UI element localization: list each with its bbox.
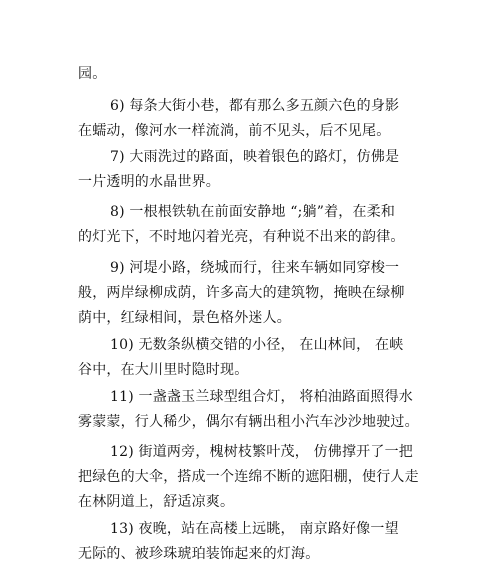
- text-line: 的灯光下，不时地闪着光亮，有种说不出来的韵律。: [78, 229, 405, 245]
- text-line: 11) 一盏盏玉兰球型组合灯， 将柏油路面照得水: [110, 389, 413, 405]
- text-line: 在林阴道上，舒适凉爽。: [78, 494, 235, 510]
- paragraph-10: [78, 333, 423, 383]
- text-line: 在蠕动，像河水一样流淌，前不见头，后不见尾。: [78, 123, 391, 139]
- text-line: 把绿色的大伞，搭成一个连绵不断的遮阳棚，使行人走: [78, 469, 419, 485]
- text-line: 12) 街道两旁，槐树枝繁叶茂， 仿佛撑开了一把: [110, 444, 413, 460]
- text-line: 10) 无数条纵横交错的小径， 在山林间， 在峡: [110, 337, 404, 353]
- text-line: 谷中，在大川里时隐时现。: [78, 362, 249, 378]
- paragraph-7: [78, 145, 423, 195]
- text-line: 6) 每条大街小巷，都有那么多五颜六色的身影: [110, 98, 400, 114]
- paragraph-5-tail: [78, 62, 423, 87]
- text-line: 9) 河堤小路，绕城而行，往来车辆如同穿梭一: [110, 260, 400, 276]
- text-line: 荫中，红绿相间，景色格外迷人。: [78, 310, 291, 326]
- text-line: 雾蒙蒙，行人稀少，偶尔有辆出租小汽车沙沙地驶过。: [78, 414, 419, 430]
- paragraph-13: [78, 517, 423, 567]
- paragraph-6: [78, 94, 423, 144]
- text-line: 无际的、被珍珠琥珀装饰起来的灯海。: [78, 546, 320, 562]
- text-line: 7) 大雨洗过的路面，映着银色的路灯，仿佛是: [110, 149, 400, 165]
- paragraph-12: [78, 440, 423, 515]
- text-line: 般，两岸绿柳成荫，许多高大的建筑物，掩映在绿柳: [78, 285, 405, 301]
- paragraph-8: [78, 200, 423, 250]
- text-line: 一片透明的水晶世界。: [78, 174, 220, 190]
- text-line: 13) 夜晚，站在高楼上远眺， 南京路好像一望: [110, 521, 399, 537]
- paragraph-11: [78, 385, 423, 435]
- paragraph-9: [78, 256, 423, 331]
- text-line: 园。: [78, 66, 107, 82]
- text-line: 8) 一根根铁轨在前面安静地 “;躺”着，在柔和: [110, 204, 396, 220]
